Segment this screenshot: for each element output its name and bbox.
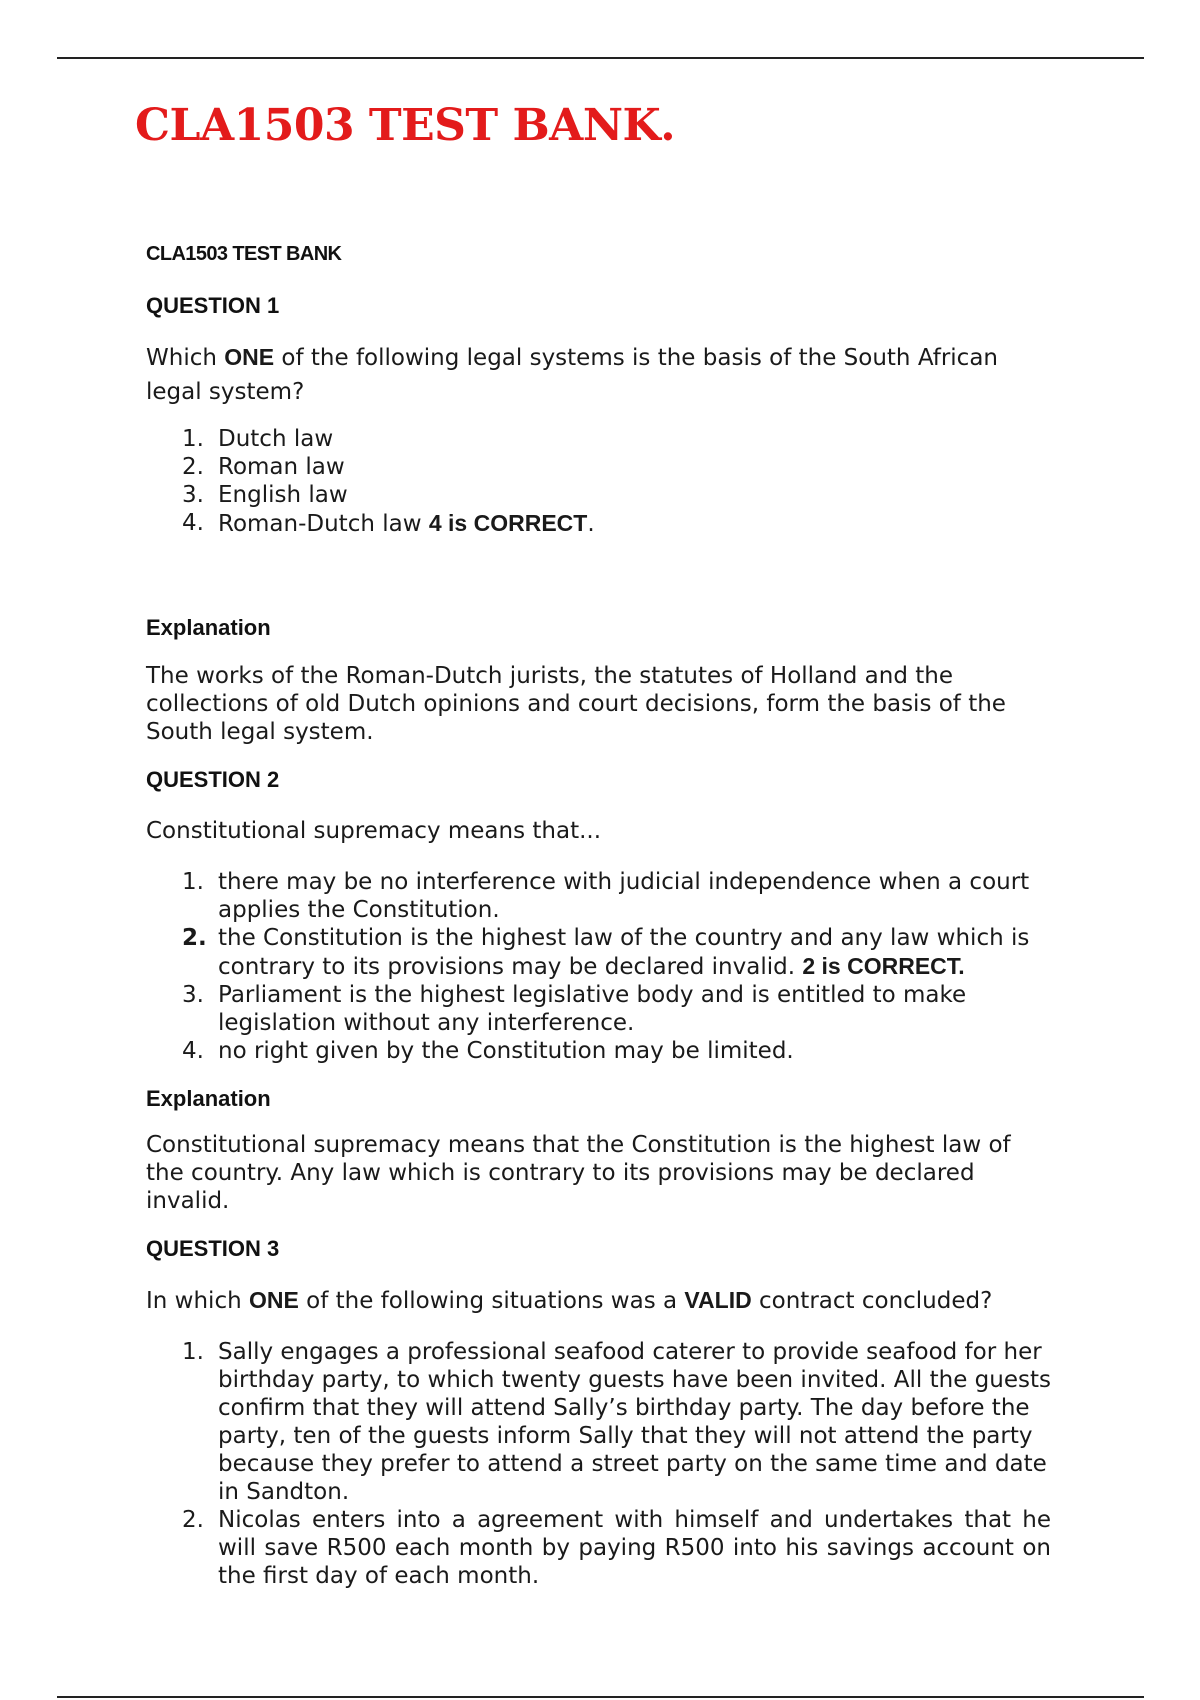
option-text: no right given by the Constitution may be limited. — [218, 1038, 794, 1064]
option-number: 1. — [182, 426, 204, 452]
question-1-heading: QUESTION 1 — [146, 293, 280, 318]
question-1-option-2 — [146, 453, 1051, 481]
question-2-option-4 — [146, 1037, 1051, 1065]
question-3-option-2 — [146, 1506, 1051, 1590]
question-2-explanation: Constitutional supremacy means that the Constitution is the highest law of the country. Any law which is contrary to its provisions may be declared invalid. — [146, 1132, 1011, 1214]
option-number: 3. — [182, 982, 204, 1008]
option-number: 3. — [182, 482, 204, 508]
document-body — [146, 290, 1051, 1590]
question-3-prompt — [146, 1283, 1051, 1318]
question-1-option-1 — [146, 425, 1051, 453]
question-3-options — [146, 1338, 1051, 1590]
option-text: there may be no interference with judicial independence when a court applies the Constitution. — [218, 869, 1030, 923]
question-1-prompt-end: of the following legal systems is the basis of the South African legal system? — [146, 345, 998, 405]
correct-answer-tail: . — [587, 511, 595, 537]
document-subtitle: CLA1503 TEST BANK — [146, 243, 342, 265]
question-2-option-3 — [146, 981, 1051, 1037]
bottom-rule — [57, 1696, 1144, 1698]
question-3-prompt-middle: of the following situations was a — [298, 1288, 685, 1314]
question-1-option-4 — [146, 509, 1051, 538]
question-2-option-1 — [146, 868, 1051, 924]
question-3 — [146, 1233, 1051, 1590]
question-3-option-1 — [146, 1338, 1051, 1506]
question-3-heading: QUESTION 3 — [146, 1236, 280, 1261]
option-text: Nicolas enters into a agreement with himself and undertakes that he will save R500 each month by paying R500 into his savings account on the first day of each month. — [218, 1507, 1051, 1589]
question-2 — [146, 764, 1051, 1215]
question-3-keyword-one: ONE — [248, 1287, 299, 1313]
correct-answer-note: 2 is CORRECT. — [802, 953, 965, 979]
option-text: Parliament is the highest legislative body and is entitled to make legislation without any interference. — [218, 982, 967, 1036]
question-2-prompt: Constitutional supremacy means that... — [146, 818, 602, 844]
option-number: 1. — [182, 1339, 204, 1365]
question-1-explanation: The works of the Roman-Dutch jurists, the statutes of Holland and the collections of old Dutch opinions and court decisions, form the basis of the South legal system. — [146, 663, 1006, 745]
option-text: English law — [218, 482, 348, 508]
option-text: Dutch law — [218, 426, 334, 452]
question-3-prompt-end: contract concluded? — [751, 1288, 993, 1314]
top-rule — [57, 57, 1144, 59]
question-1-option-3 — [146, 481, 1051, 509]
option-text: Roman law — [218, 454, 345, 480]
question-1-explanation-heading: Explanation — [146, 615, 271, 640]
question-1 — [146, 290, 1051, 746]
option-number: 4. — [182, 510, 204, 536]
option-number: 2. — [182, 1507, 204, 1533]
question-2-option-2 — [146, 924, 1051, 981]
question-2-heading: QUESTION 2 — [146, 767, 280, 792]
option-text: the Constitution is the highest law of the country and any law which is contrary to its provisions may be declared invalid. — [218, 925, 1030, 980]
question-1-keyword: ONE — [224, 344, 275, 370]
option-number: 2. — [182, 454, 204, 480]
question-1-options — [146, 425, 1051, 538]
option-text: Roman-Dutch law — [218, 511, 429, 537]
correct-answer-note: 4 is CORRECT — [428, 510, 588, 536]
question-3-keyword-valid: VALID — [684, 1287, 752, 1313]
option-number: 4. — [182, 1038, 204, 1064]
question-3-prompt-start: In which — [146, 1288, 249, 1314]
question-1-prompt-start: Which — [146, 345, 225, 371]
option-text: Sally engages a professional seafood caterer to provide seafood for her birthday party, to which twenty guests have been invited. All the guests confirm that they will attend Sally’s birthday party. The day before the party, ten of the guests inform Sally that they will not attend the party because they prefer to attend a street party on the same time and date in Sandton. — [218, 1339, 1051, 1505]
question-2-options — [146, 868, 1051, 1065]
option-number: 1. — [182, 869, 204, 895]
option-number: 2. — [182, 925, 207, 951]
document-title: CLA1503 TEST BANK. — [135, 100, 676, 151]
question-2-explanation-heading: Explanation — [146, 1086, 271, 1111]
question-1-prompt — [146, 340, 1051, 409]
